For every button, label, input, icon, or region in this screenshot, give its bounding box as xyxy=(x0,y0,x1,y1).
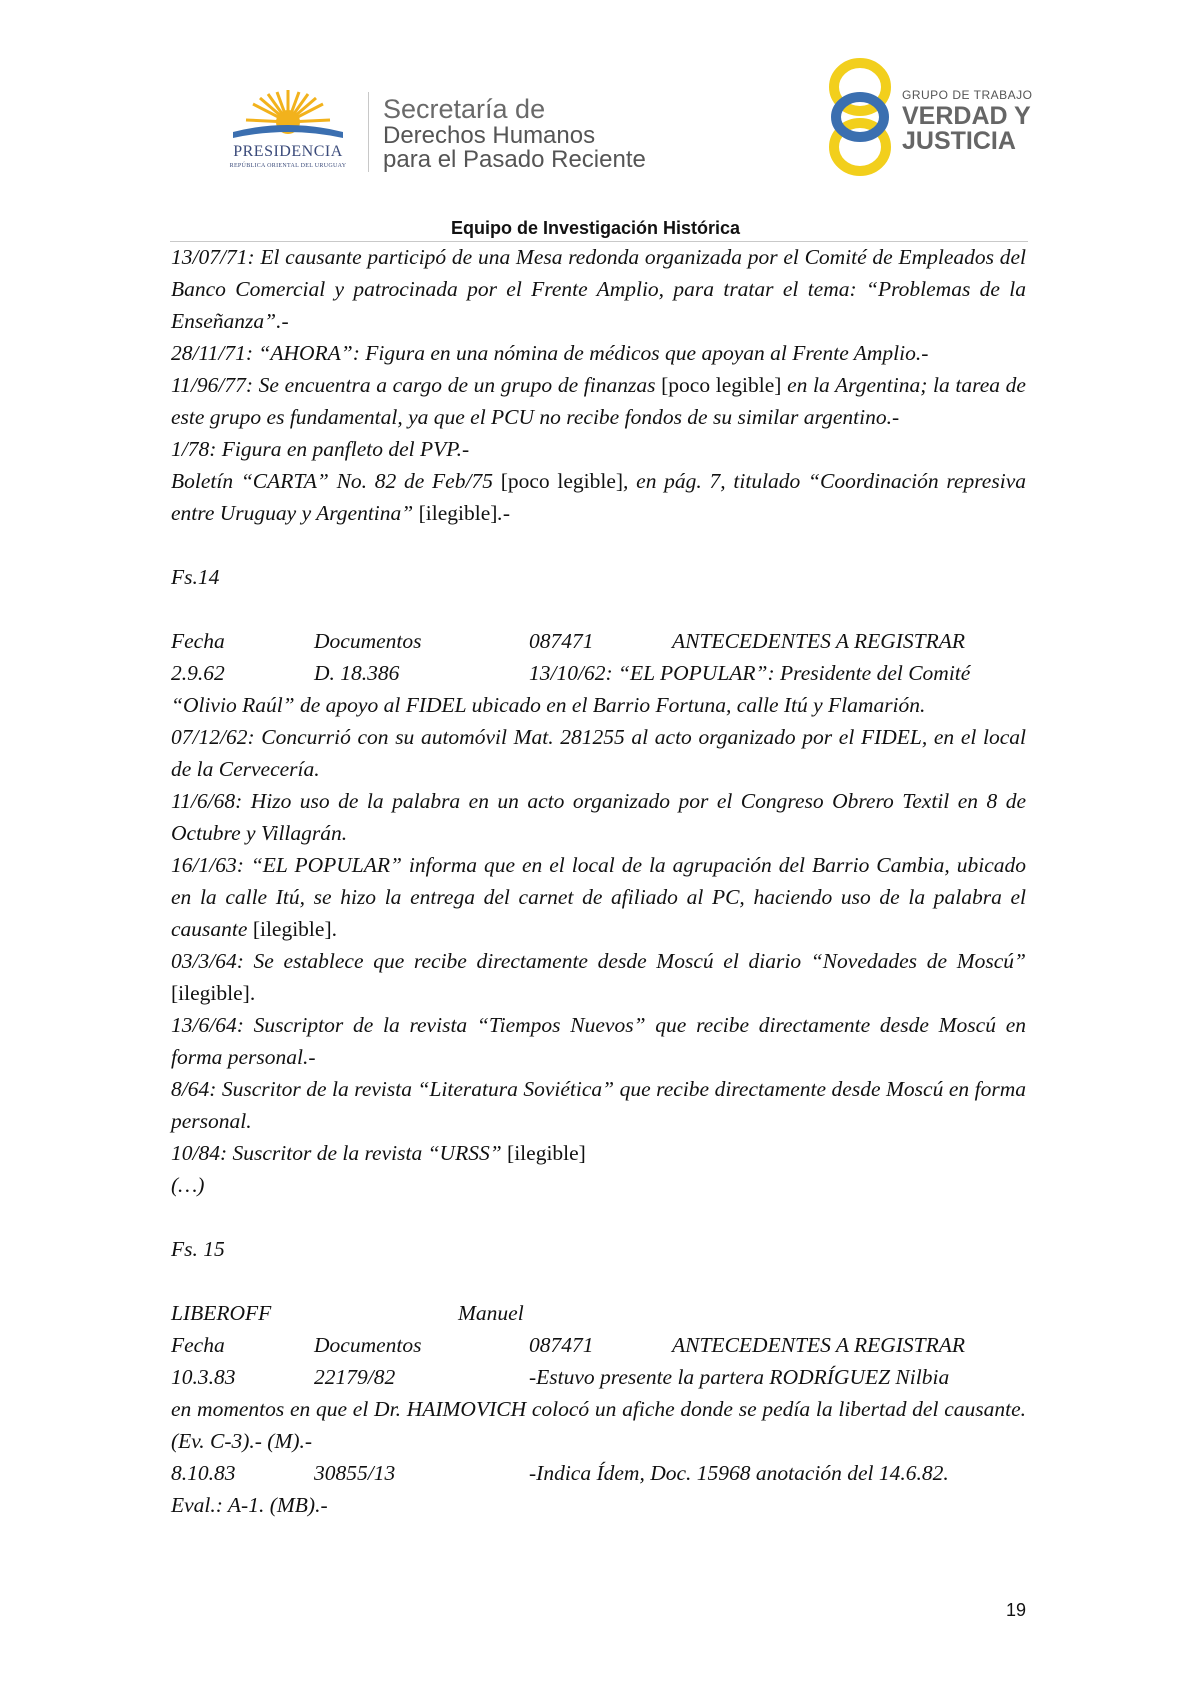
verdad-label: VERDAD Y xyxy=(902,102,1031,130)
entry-paragraph: “Olivio Raúl” de apoyo al FIDEL ubicado en el Barrio Fortuna, calle Itú y Flamarión. xyxy=(171,693,926,717)
logo-divider xyxy=(368,92,369,172)
person-name-row: LIBEROFF Manuel xyxy=(171,1301,524,1325)
spacer xyxy=(171,529,1026,561)
entry-paragraph: en momentos en que el Dr. HAIMOVICH colocó un afiche donde se pedía la libertad del causante. (Ev. C-3).- (M).- xyxy=(171,1397,1026,1453)
secretaria-line-3: para el Pasado Reciente xyxy=(383,146,646,173)
entry-paragraph: 13/6/64: Suscriptor de la revista “Tiempos Nuevos” que recibe directamente desde Moscú en forma personal.- xyxy=(171,1013,1026,1069)
ellipsis-line: (…) xyxy=(171,1173,205,1197)
secretaria-line-2: Derechos Humanos xyxy=(383,122,596,149)
grupo-trabajo-label: GRUPO DE TRABAJO xyxy=(902,88,1033,102)
justicia-label: JUSTICIA xyxy=(902,127,1016,155)
entry-paragraph: 13/07/71: El causante participó de una Mesa redonda organizada por el Comité de Empleados del Banco Comercial y patrocinada por el Frente Amplio, para tratar el tema: “Problemas de la Enseñanza”.- xyxy=(171,245,1026,333)
table-row: 8.10.83 30855/13 -Indica Ídem, Doc. 15968 anotación del 14.6.82. xyxy=(171,1461,949,1485)
folio-label: Fs.14 xyxy=(171,565,220,589)
table-header-row: Fecha Documentos 087471 ANTECEDENTES A REGISTRAR xyxy=(171,629,966,653)
entry-paragraph: 8/64: Suscritor de la revista “Literatura Soviética” que recibe directamente desde Moscú en forma personal. xyxy=(171,1077,1026,1133)
presidencia-sublabel: REPÚBLICA ORIENTAL DEL URUGUAY xyxy=(229,163,347,169)
entry-paragraph: Boletín “CARTA” No. 82 de Feb/75 [poco legible], en pág. 7, titulado “Coordinación represiva entre Uruguay y Argentina” [ilegible].- xyxy=(171,469,1026,525)
entry-paragraph: 16/1/63: “EL POPULAR” informa que en el local de la agrupación del Barrio Cambia, ubicado en la calle Itú, se hizo la entrega del carnet de afiliado al PC, haciendo uso de la palabra el causante [ilegible]. xyxy=(171,853,1026,941)
entry-paragraph: 10/84: Suscritor de la revista “URSS” [ilegible] xyxy=(171,1141,586,1165)
entry-paragraph: Eval.: A-1. (MB).- xyxy=(171,1493,328,1517)
verdad-justicia-logo xyxy=(820,55,900,180)
spacer xyxy=(171,593,1026,625)
document-body xyxy=(171,241,1026,1521)
entry-paragraph: 28/11/71: “AHORA”: Figura en una nómina de médicos que apoyan al Frente Amplio.- xyxy=(171,341,929,365)
team-heading: Equipo de Investigación Histórica xyxy=(450,218,741,238)
presidencia-label: PRESIDENCIA xyxy=(233,143,343,160)
folio-label: Fs. 15 xyxy=(171,1237,225,1261)
secretaria-line-1: Secretaría de xyxy=(383,94,546,124)
table-row: 10.3.83 22179/82 -Estuvo presente la partera RODRÍGUEZ Nilbia xyxy=(171,1365,950,1389)
entry-paragraph: 11/96/77: Se encuentra a cargo de un grupo de finanzas [poco legible] en la Argentina; la tarea de este grupo es fundamental, ya que el PCU no recibe fondos de su similar argentino.- xyxy=(171,373,1026,429)
table-header-row: Fecha Documentos 087471 ANTECEDENTES A REGISTRAR xyxy=(171,1333,966,1357)
spacer xyxy=(171,1201,1026,1233)
page-header xyxy=(0,0,1191,238)
page-number: 19 xyxy=(1006,1600,1027,1620)
spacer xyxy=(171,1265,1026,1297)
entry-paragraph: 1/78: Figura en panfleto del PVP.- xyxy=(171,437,470,461)
entry-paragraph: 03/3/64: Se establece que recibe directamente desde Moscú el diario “Novedades de Moscú” [ilegible]. xyxy=(171,949,1026,1005)
table-row: 2.9.62 D. 18.386 13/10/62: “EL POPULAR”: Presidente del Comité xyxy=(171,661,971,685)
entry-paragraph: 11/6/68: Hizo uso de la palabra en un acto organizado por el Congreso Obrero Textil en 8 de Octubre y Villagrán. xyxy=(171,789,1026,845)
entry-paragraph: 07/12/62: Concurrió con su automóvil Mat. 281255 al acto organizado por el FIDEL, en el local de la Cervecería. xyxy=(171,725,1026,781)
